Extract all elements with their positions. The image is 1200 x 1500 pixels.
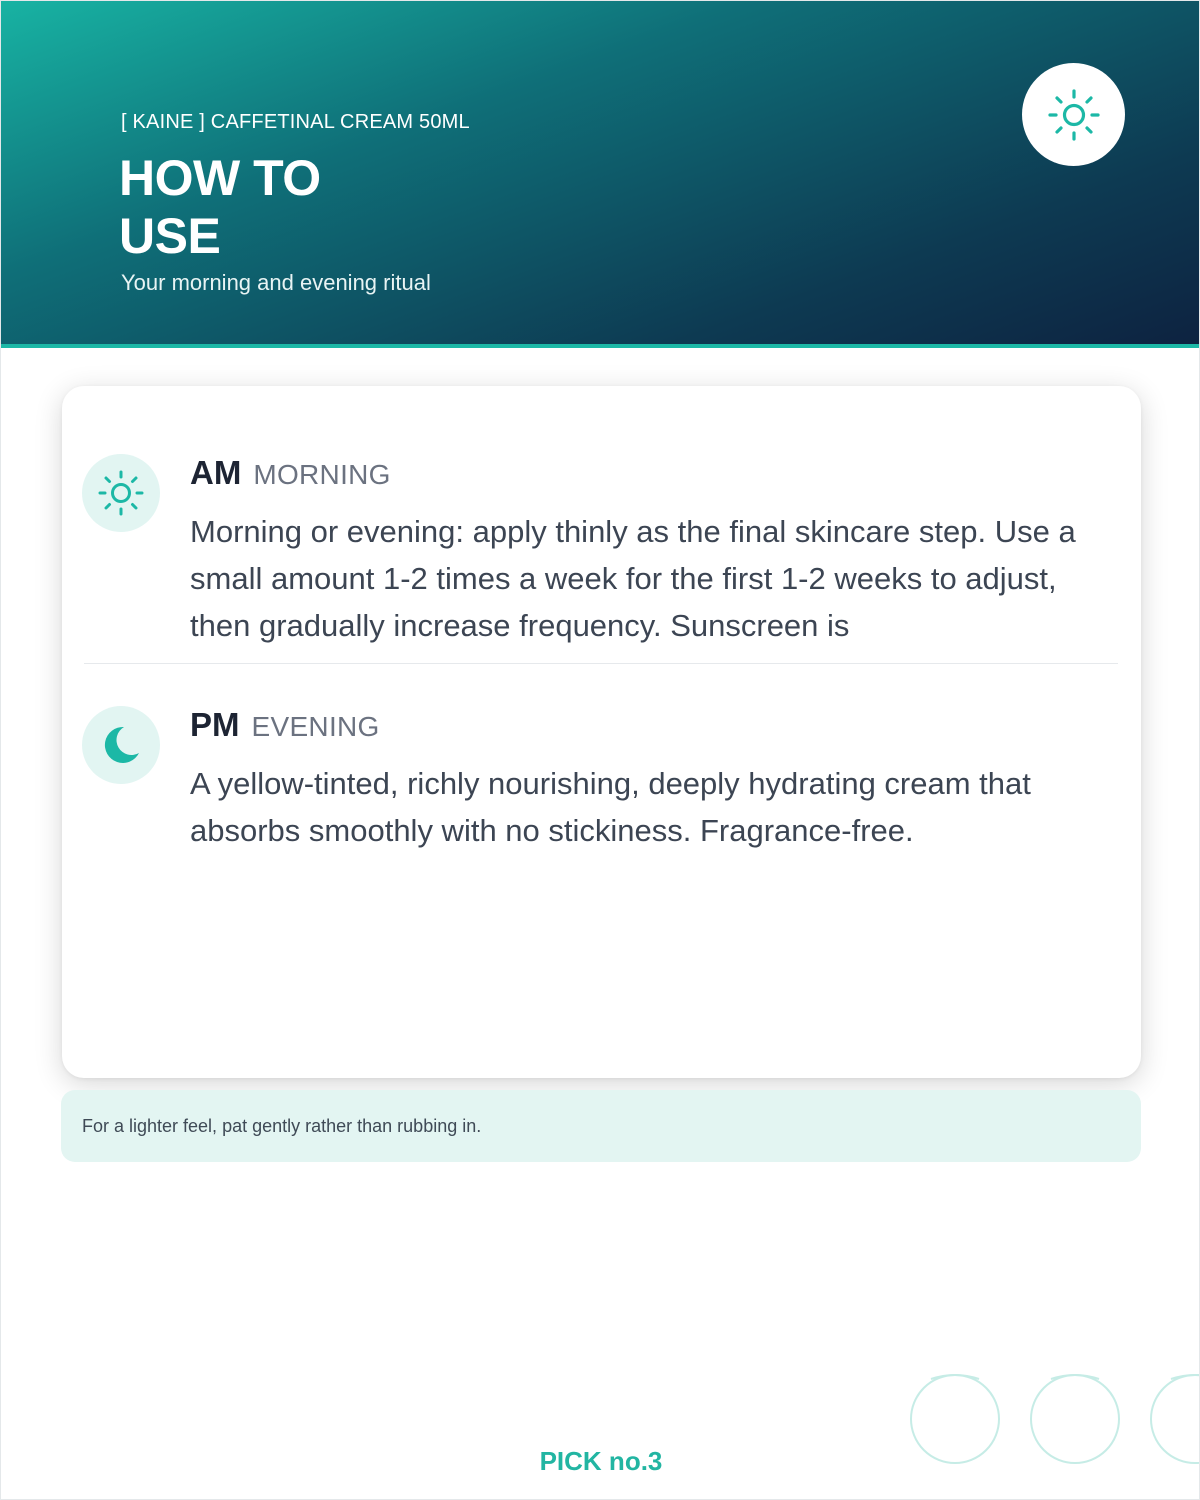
tip-text: For a lighter feel, pat gently rather than rubbing in. [82, 1116, 482, 1136]
am-label: MORNING [253, 459, 391, 490]
page-subtitle: Your morning and evening ritual [121, 270, 431, 295]
header-banner [1, 1, 1200, 348]
header-sun-badge [1022, 63, 1125, 166]
am-icon-badge [82, 454, 160, 532]
routine-card [62, 386, 1141, 1078]
sun-icon [1044, 85, 1104, 145]
tip-box [61, 1090, 1141, 1162]
pm-label: EVENING [251, 711, 380, 742]
header-accent-line [1, 344, 1200, 348]
pm-icon-badge [82, 706, 160, 784]
pm-description: A yellow-tinted, richly nourishing, deeply hydrating cream that absorbs smoothly with no stickiness. Fragrance-free. [190, 766, 1031, 848]
moon-icon [94, 718, 148, 772]
sun-icon [94, 466, 148, 520]
divider [84, 663, 1118, 664]
page-title [119, 149, 321, 265]
pm-heading [190, 706, 380, 744]
am-instructions: Morning or evening: apply thinly as the final skincare step. Use a small amount 1-2 times a week for the first 1-2 weeks to adjust, then gradually increase frequency. Sunscreen is [190, 514, 1076, 643]
product-name: [ KAINE ] CAFFETINAL CREAM 50ML [121, 111, 470, 133]
am-heading [190, 454, 391, 492]
title-line-1: HOW TO [119, 150, 321, 206]
am-code: AM [190, 454, 242, 491]
pick-number: PICK no.3 [539, 1446, 663, 1476]
title-line-2: USE [119, 208, 221, 264]
pm-code: PM [190, 706, 240, 743]
